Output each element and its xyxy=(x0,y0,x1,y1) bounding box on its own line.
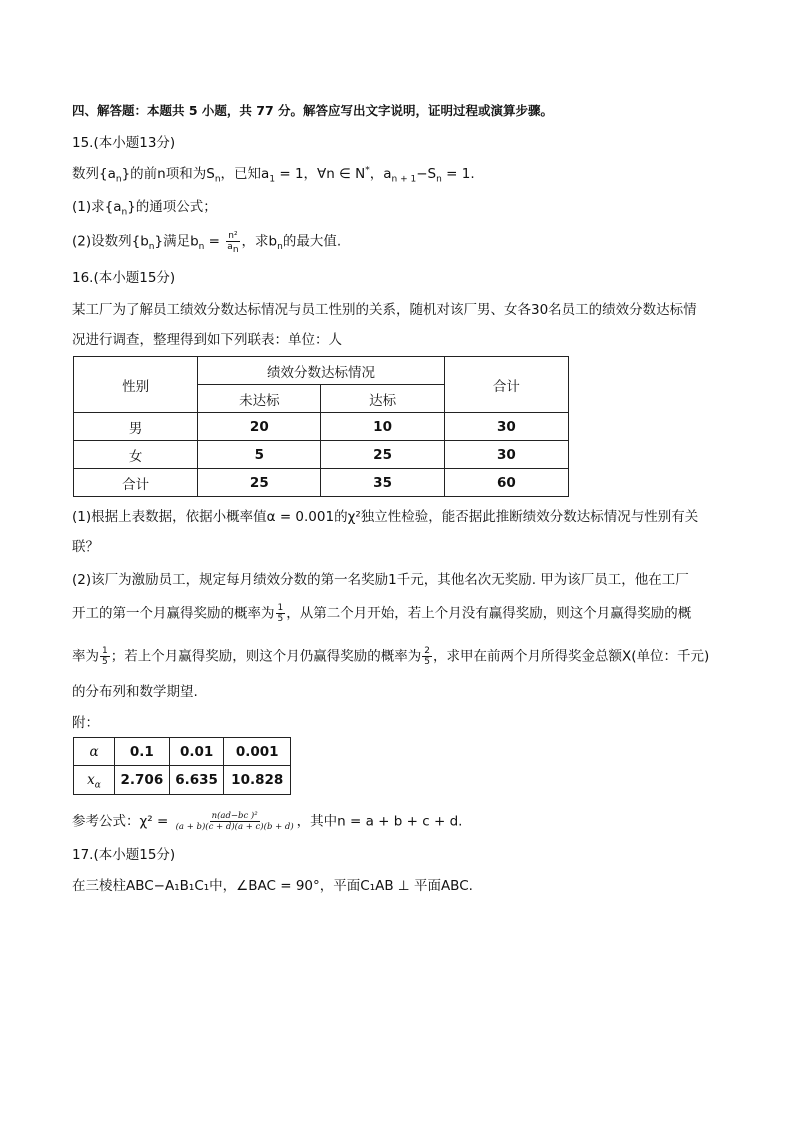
table-row xyxy=(74,441,569,469)
x-alpha-header: $x_\alpha$ xyxy=(74,766,115,795)
q16-intro-line2: 况进行调查，整理得到如下列联表：单位：人 xyxy=(72,332,342,348)
q16-part2-line3: 率为 $\frac{1}{5}$ ；若上个月赢得奖励，则这个月仍赢得奖励的概率为 $\frac{2}{5}$ ，求甲在前两个月所得奖金总额X(单位：千元) xyxy=(72,646,710,667)
cell-not-met: 25 xyxy=(198,469,321,497)
section-header: 四、解答题：本题共 5 小题，共 77 分。解答应写出文字说明，证明过程或演算步骤。 xyxy=(72,103,554,118)
q15-part2: (2)设数列$\{b_n\}$满足$b_n$ = $\frac{\text{n²}}{a_n}$ ，求$b_n$的最大值. xyxy=(72,231,342,255)
cell-not-met: 20 xyxy=(198,413,321,441)
critical-value: 2.706 xyxy=(115,766,170,795)
q16-part2-line4: 的分布列和数学期望. xyxy=(72,684,198,700)
q16-part2-line2: 开工的第一个月赢得奖励的概率为 $\frac{1}{5}$ ，从第二个月开始，若上个月没有赢得奖励，则这个月赢得奖励的概 xyxy=(72,603,692,624)
alpha-value: 0.1 xyxy=(115,738,170,766)
contingency-table xyxy=(73,356,569,497)
alpha-value: 0.01 xyxy=(169,738,224,766)
table-row xyxy=(74,413,569,441)
table-row xyxy=(74,766,291,795)
row-label: 女 xyxy=(74,441,198,469)
q16-intro-line1: 某工厂为了解员工绩效分数达标情况与员工性别的关系，随机对该厂男、女各30名员工的绩效分数达标情 xyxy=(72,302,697,318)
q17-title: 17.(本小题15分) xyxy=(72,847,176,863)
q15-title: 15.(本小题13分) xyxy=(72,135,176,151)
reference-formula: 参考公式：χ² = $\frac{\text{n(ad−bc )²}}{(a + b)(c + d)(a + c)(b + d)}$ ，其中n = a + b + c + d. xyxy=(72,811,463,832)
header-performance: 绩效分数达标情况 xyxy=(198,357,445,385)
alpha-value: 0.001 xyxy=(224,738,291,766)
critical-value-table xyxy=(73,737,291,795)
cell-not-met: 5 xyxy=(198,441,321,469)
cell-total: 30 xyxy=(444,441,568,469)
q16-part1-line2: 联？ xyxy=(72,539,99,555)
critical-value: 6.635 xyxy=(169,766,224,795)
chi-square-fraction: $\frac{\text{n(ad−bc )²}}{(a + b)(c + d)(a + c)(b + d)}$ xyxy=(175,811,294,832)
q15-part1: (1)求$\{a_n\}$的通项公式； xyxy=(72,199,217,218)
fraction-1-5-second: $\frac{1}{5}$ xyxy=(102,646,108,667)
table-row xyxy=(74,469,569,497)
header-total: 合计 xyxy=(444,357,568,413)
cell-met: 35 xyxy=(321,469,444,497)
q16-part1-line1: (1)根据上表数据，依据小概率值α = 0.001的χ²独立性检验，能否据此推断绩效分数达标情况与性别有关 xyxy=(72,509,699,525)
cell-met: 10 xyxy=(321,413,444,441)
table-row xyxy=(74,738,291,766)
cell-met: 25 xyxy=(321,441,444,469)
row-label: 合计 xyxy=(74,469,198,497)
fraction-1-5: $\frac{1}{5}$ xyxy=(277,603,284,624)
fraction-2-5: $\frac{2}{5}$ xyxy=(424,646,430,667)
q16-part2-line1: (2)该厂为激励员工，规定每月绩效分数的第一名奖励1千元，其他名次无奖励. 甲为该厂员工，他在工厂 xyxy=(72,572,689,588)
header-not-met: 未达标 xyxy=(198,385,321,413)
cell-total: 60 xyxy=(444,469,568,497)
alpha-header: α xyxy=(74,738,115,766)
critical-value: 10.828 xyxy=(224,766,291,795)
cell-total: 30 xyxy=(444,413,568,441)
q15-fraction: $\frac{\text{n²}}{a_n}$ xyxy=(227,231,239,255)
header-gender: 性别 xyxy=(74,357,198,413)
q15-statement: 数列$\{a_n\}$的前n项和为$S_n$，已知$a_1 = 1$，∀n ∈ N*，$a_{n + 1}-S_n = 1$. xyxy=(72,165,475,185)
q16-title: 16.(本小题15分) xyxy=(72,270,176,286)
header-met: 达标 xyxy=(321,385,444,413)
row-label: 男 xyxy=(74,413,198,441)
q17-text: 在三棱柱ABC−A₁B₁C₁中，∠BAC = 90°，平面C₁AB ⊥ 平面ABC. xyxy=(72,878,473,894)
appendix-label: 附： xyxy=(72,715,99,731)
